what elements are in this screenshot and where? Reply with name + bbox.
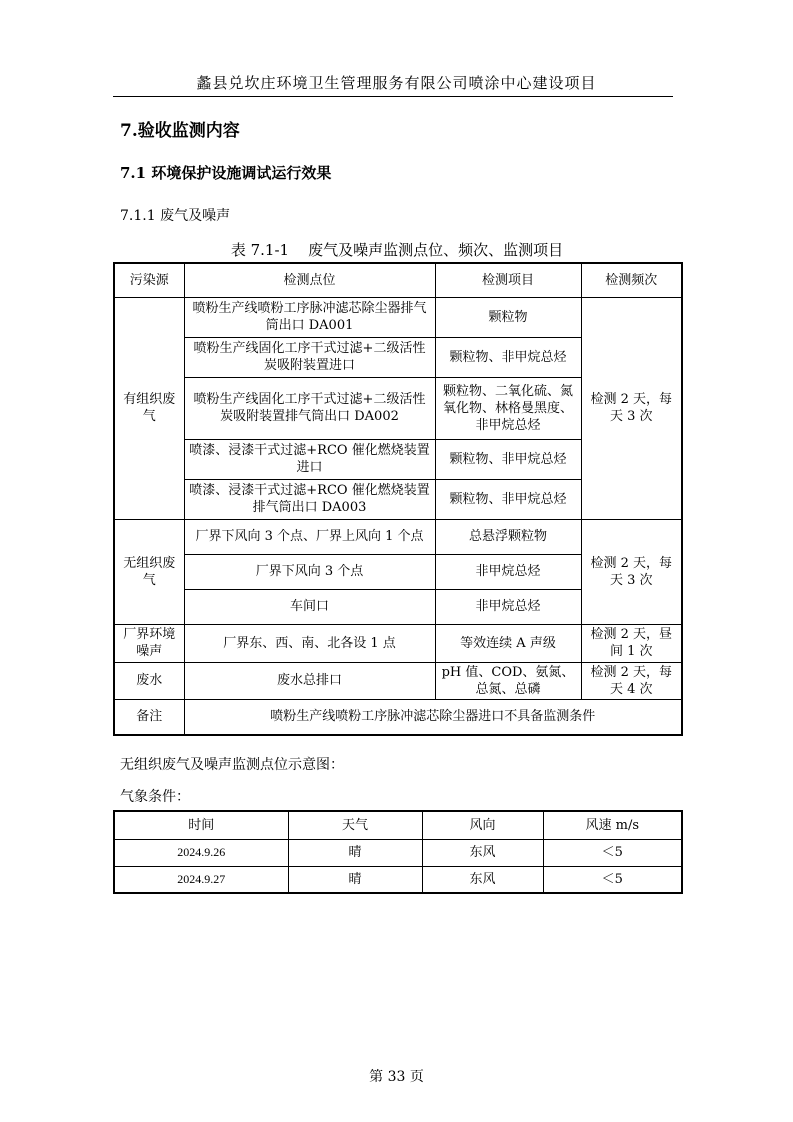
section-heading-7: 7.验收监测内容 <box>120 121 240 141</box>
items-cell: 颗粒物、非甲烷总烃 <box>435 479 581 519</box>
items-cell: 总悬浮颗粒物 <box>435 519 581 554</box>
header-cell: 天气 <box>288 811 422 839</box>
source-cell: 无组织废气 <box>114 519 184 624</box>
point-cell: 车间口 <box>184 589 435 624</box>
source-cell: 废水 <box>114 662 184 699</box>
header-cell: 检测项目 <box>435 263 581 297</box>
items-cell: 颗粒物 <box>435 297 581 337</box>
point-cell: 厂界东、西、南、北各设 1 点 <box>184 624 435 662</box>
wind-direction-cell: 东风 <box>422 839 543 866</box>
point-cell: 厂界下风向 3 个点、厂界上风向 1 个点 <box>184 519 435 554</box>
source-cell: 厂界环境噪声 <box>114 624 184 662</box>
items-cell: pH 值、COD、氨氮、总氮、总磷 <box>435 662 581 699</box>
point-cell: 喷粉生产线固化工序干式过滤+二级活性炭吸附装置排气筒出口 DA002 <box>184 377 435 439</box>
frequency-cell: 检测 2 天，昼间 1 次 <box>581 624 682 662</box>
header-cell: 时间 <box>114 811 288 839</box>
wind-direction-cell: 东风 <box>422 866 543 893</box>
remark-text: 喷粉生产线喷粉工序脉冲滤芯除尘器进口不具备监测条件 <box>184 699 682 735</box>
date-cell: 2024.9.26 <box>114 839 288 866</box>
table-remark-row <box>114 699 682 735</box>
wind-speed-cell: ＜5 <box>543 839 682 866</box>
page-number: 第 33 页 <box>369 1069 424 1085</box>
point-cell: 厂界下风向 3 个点 <box>184 554 435 589</box>
weather-table <box>113 810 683 894</box>
diagram-caption-text: 无组织废气及噪声监测点位示意图： <box>120 757 344 773</box>
section-heading-7-1-1: 7.1.1 废气及噪声 <box>120 208 231 224</box>
table-row <box>114 662 682 699</box>
point-cell: 喷漆、浸漆干式过滤+RCO 催化燃烧装置进口 <box>184 439 435 479</box>
remark-label: 备注 <box>114 699 184 735</box>
date-cell: 2024.9.27 <box>114 866 288 893</box>
document-header-title: 蠡县兑坎庄环境卫生管理服务有限公司喷涂中心建设项目 <box>196 74 597 92</box>
weather-cell: 晴 <box>288 839 422 866</box>
point-cell: 喷粉生产线喷粉工序脉冲滤芯除尘器排气筒出口 DA001 <box>184 297 435 337</box>
weather-row <box>114 839 682 866</box>
section-heading-7-1: 7.1 环境保护设施调试运行效果 <box>120 164 332 182</box>
table-caption: 表 7.1-1 废气及噪声监测点位、频次、监测项目 <box>230 241 564 259</box>
weather-label: 气象条件： <box>120 789 190 805</box>
point-cell: 废水总排口 <box>184 662 435 699</box>
items-cell: 等效连续 A 声级 <box>435 624 581 662</box>
header-cell: 风速 m/s <box>543 811 682 839</box>
items-cell: 颗粒物、非甲烷总烃 <box>435 337 581 377</box>
weather-header-row <box>114 811 682 839</box>
items-cell: 颗粒物、二氧化硫、氮氧化物、林格曼黑度、非甲烷总烃 <box>435 377 581 439</box>
monitoring-table <box>113 262 683 736</box>
header-rule <box>113 96 673 97</box>
point-cell: 喷漆、浸漆干式过滤+RCO 催化燃烧装置排气筒出口 DA003 <box>184 479 435 519</box>
frequency-cell: 检测 2 天，每天 3 次 <box>581 297 682 519</box>
items-cell: 颗粒物、非甲烷总烃 <box>435 439 581 479</box>
table-header-row <box>114 263 682 297</box>
weather-cell: 晴 <box>288 866 422 893</box>
table-row <box>114 297 682 337</box>
items-cell: 非甲烷总烃 <box>435 589 581 624</box>
header-cell: 检测点位 <box>184 263 435 297</box>
table-row <box>114 519 682 554</box>
source-cell: 有组织废气 <box>114 297 184 519</box>
wind-speed-cell: ＜5 <box>543 866 682 893</box>
point-cell: 喷粉生产线固化工序干式过滤+二级活性炭吸附装置进口 <box>184 337 435 377</box>
frequency-cell: 检测 2 天，每天 3 次 <box>581 519 682 624</box>
items-cell: 非甲烷总烃 <box>435 554 581 589</box>
frequency-cell: 检测 2 天，每天 4 次 <box>581 662 682 699</box>
weather-row <box>114 866 682 893</box>
header-cell: 污染源 <box>114 263 184 297</box>
header-cell: 检测频次 <box>581 263 682 297</box>
table-row <box>114 624 682 662</box>
header-cell: 风向 <box>422 811 543 839</box>
